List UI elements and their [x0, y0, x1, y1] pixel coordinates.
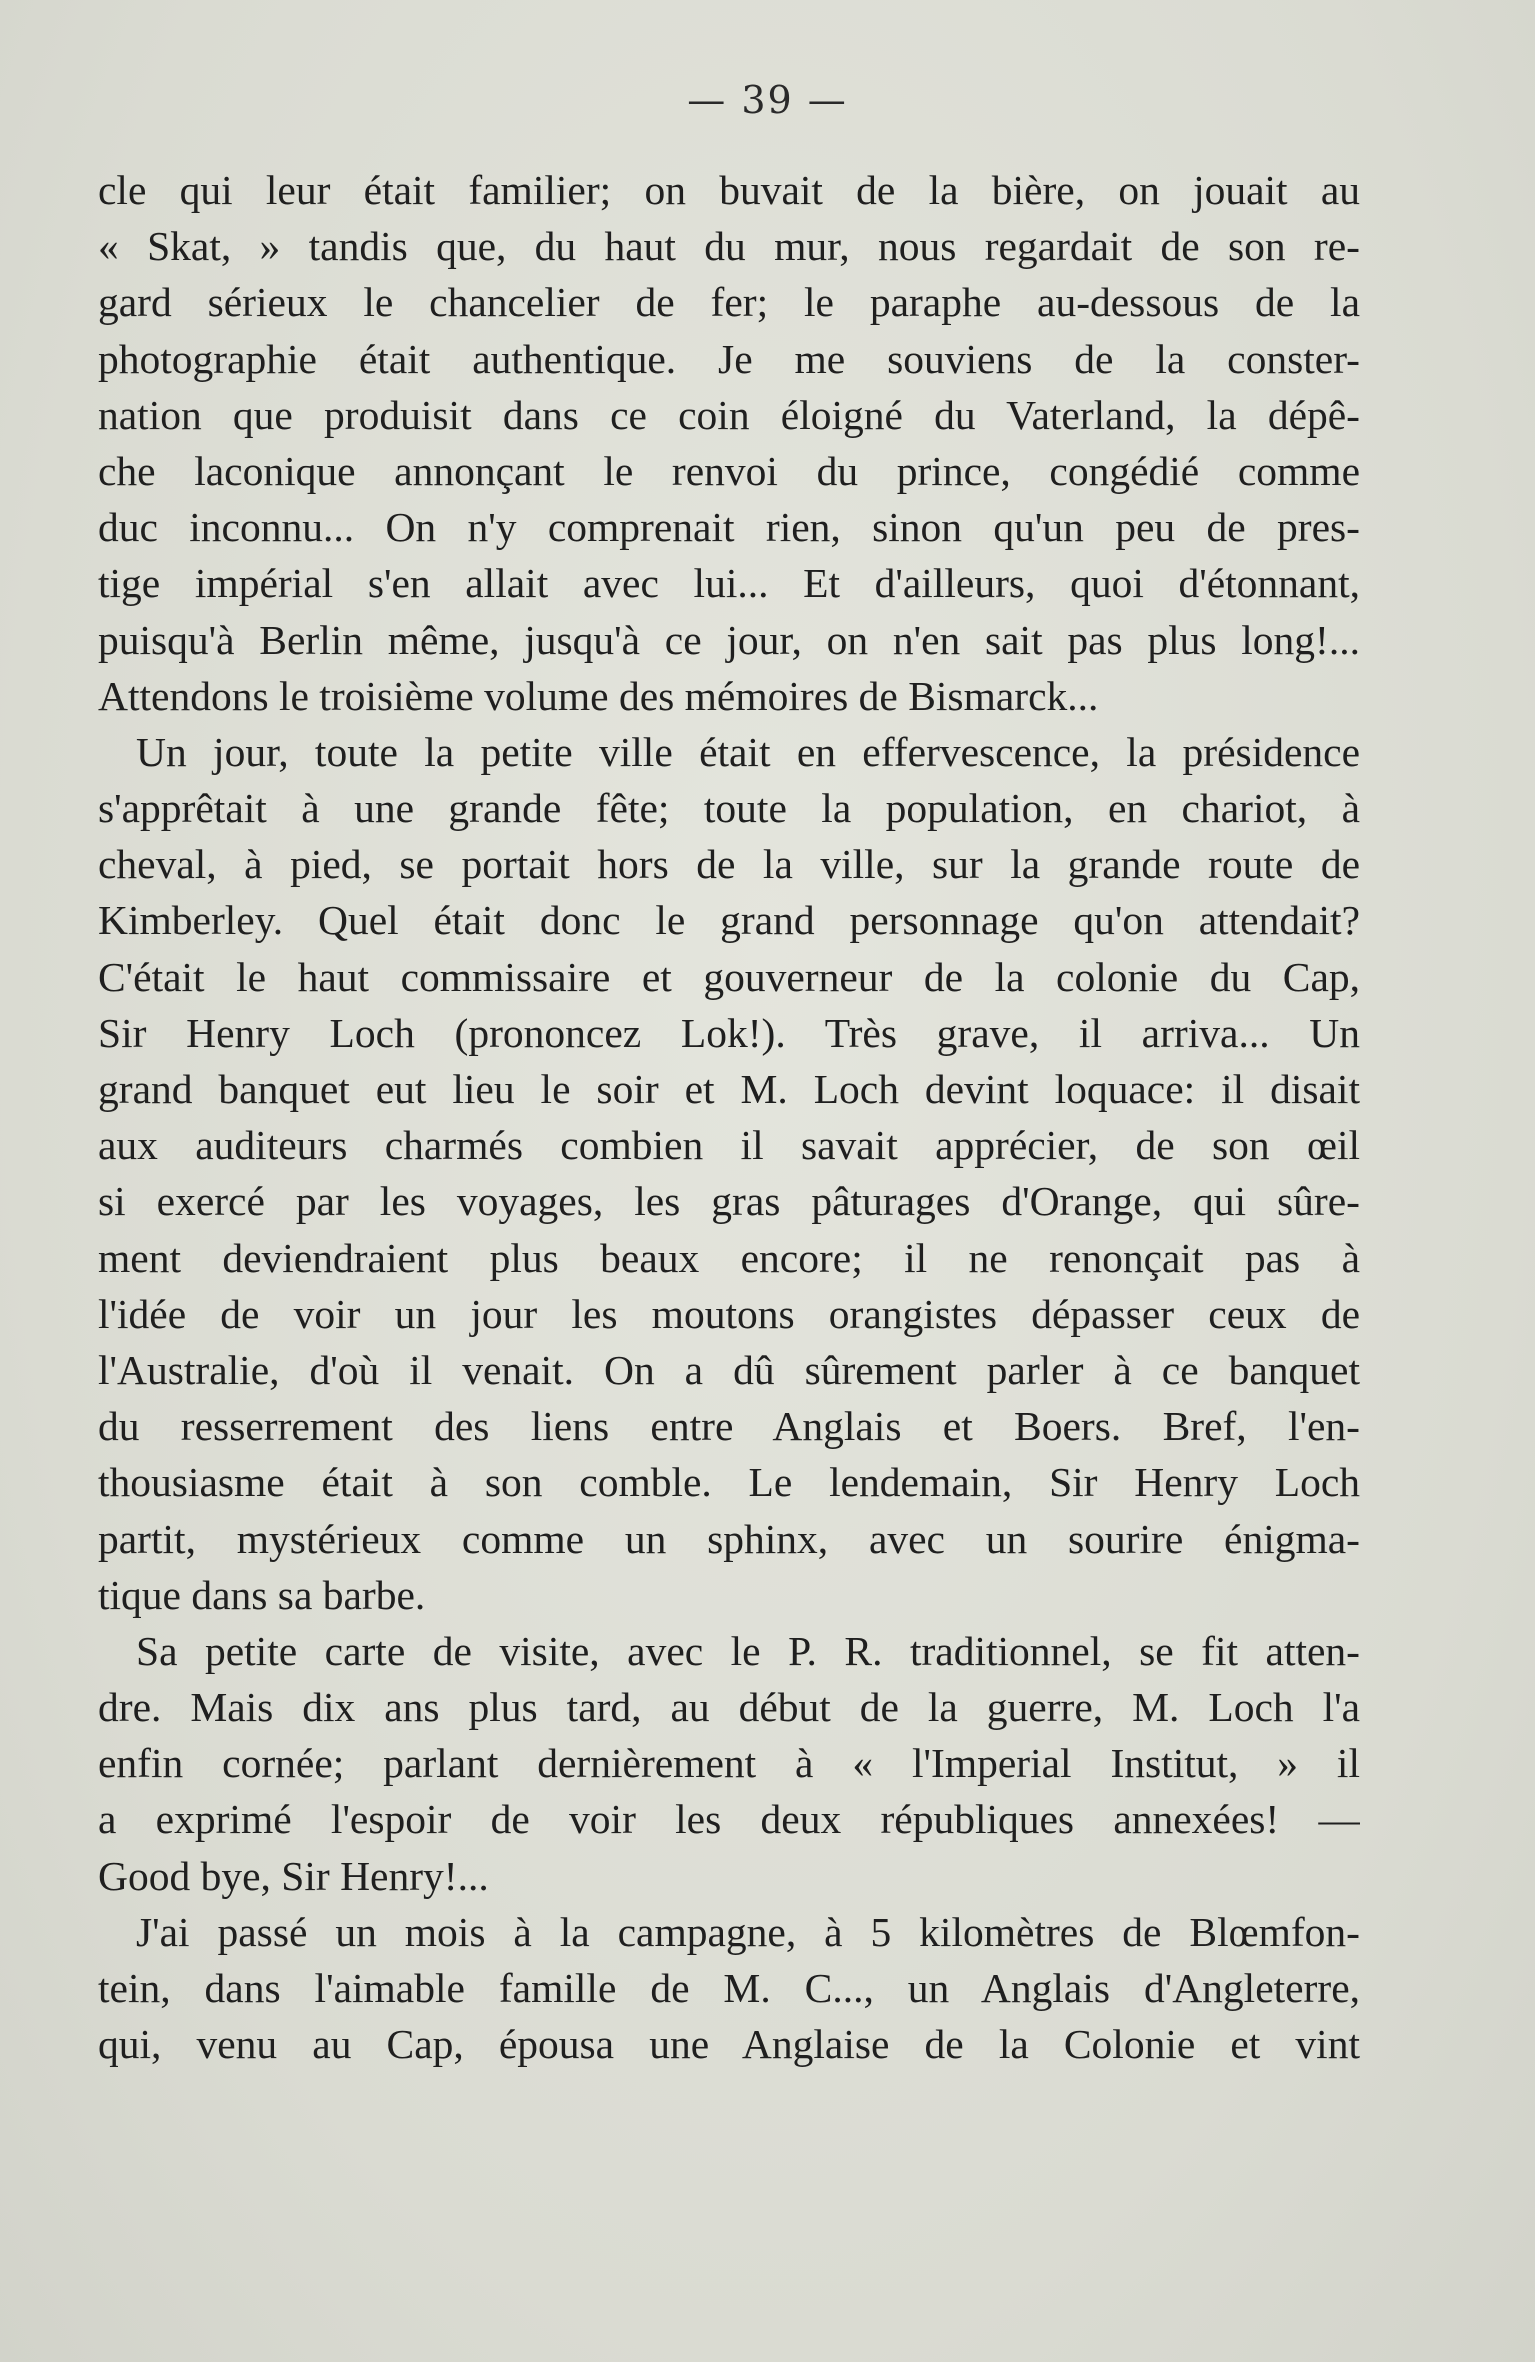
text-line: tique dans sa barbe. [98, 1571, 426, 1618]
paragraph-1 [98, 162, 1360, 724]
text-line: du resserrement des liens entre Anglais et Boers. Bref, l'en- [98, 1403, 1360, 1450]
paragraph-4 [98, 1904, 1360, 2073]
text-line: C'était le haut commissaire et gouverneur de la colonie du Cap, [98, 953, 1360, 1000]
text-line: grand banquet eut lieu le soir et M. Loch devint loquace: il disait [98, 1066, 1360, 1112]
paragraph-3 [98, 1623, 1360, 1904]
text-line: s'apprêtait à une grande fête; toute la population, en chariot, à [98, 785, 1360, 832]
text-line: cle qui leur était familier; on buvait de la bière, on jouait au [98, 167, 1360, 213]
text-line: cheval, à pied, se portait hors de la ville, sur la grande route de [98, 841, 1360, 888]
text-line: Kimberley. Quel était donc le grand personnage qu'on attendait? [98, 897, 1360, 944]
text-line: « Skat, » tandis que, du haut du mur, nous regardait de son re- [98, 223, 1360, 270]
text-line: puisqu'à Berlin même, jusqu'à ce jour, on n'en sait pas plus long!... [98, 616, 1360, 663]
text-line: tein, dans l'aimable famille de M. C..., un Anglais d'Angleterre, [98, 1965, 1360, 2011]
text-line: tige impérial s'en allait avec lui... Et d'ailleurs, quoi d'étonnant, [98, 560, 1360, 607]
text-line: l'idée de voir un jour les moutons orangistes dépasser ceux de [98, 1290, 1360, 1337]
text-line: Attendons le troisième volume des mémoires de Bismarck... [98, 672, 1099, 719]
text-line: enfin cornée; parlant dernièrement à « l'Imperial Institut, » il [98, 1740, 1360, 1787]
text-line: photographie était authentique. Je me souviens de la conster- [98, 335, 1360, 382]
text-line: qui, venu au Cap, épousa une Anglaise de la Colonie et vint [98, 2021, 1360, 2068]
text-line: partit, mystérieux comme un sphinx, avec un sourire énigma- [98, 1515, 1360, 1562]
text-line: J'ai passé un mois à la campagne, à 5 kilomètres de Blœmfon- [136, 1908, 1360, 1955]
text-line: Good bye, Sir Henry!... [98, 1852, 489, 1899]
text-line: si exercé par les voyages, les gras pâturages d'Orange, qui sûre- [98, 1178, 1360, 1225]
text-line: gard sérieux le chancelier de fer; le paraphe au-dessous de la [98, 279, 1360, 326]
text-line: a exprimé l'espoir de voir les deux républiques annexées! — [98, 1796, 1360, 1843]
page-number: — 39 — [687, 78, 848, 122]
text-line: dre. Mais dix ans plus tard, au début de la guerre, M. Loch l'a [98, 1684, 1360, 1731]
text-line: Sa petite carte de visite, avec le P. R. traditionnel, se fit atten- [136, 1627, 1360, 1674]
text-line: che laconique annonçant le renvoi du prince, congédié comme [98, 447, 1360, 494]
text-line: duc inconnu... On n'y comprenait rien, sinon qu'un peu de pres- [98, 504, 1360, 551]
text-line: aux auditeurs charmés combien il savait apprécier, de son œil [98, 1122, 1360, 1169]
text-line: Sir Henry Loch (prononcez Lok!). Très grave, il arriva... Un [98, 1009, 1360, 1056]
text-line: l'Australie, d'où il venait. On a dû sûrement parler à ce banquet [98, 1346, 1360, 1393]
paragraph-2 [98, 724, 1360, 1623]
text-line: thousiasme était à son comble. Le lendemain, Sir Henry Loch [98, 1459, 1360, 1506]
text-line: nation que produisit dans ce coin éloigné du Vaterland, la dépê- [98, 391, 1360, 438]
text-line: ment deviendraient plus beaux encore; il ne renonçait pas à [98, 1234, 1360, 1281]
body-text [98, 162, 1360, 2072]
text-line: Un jour, toute la petite ville était en effervescence, la présidence [136, 728, 1360, 775]
